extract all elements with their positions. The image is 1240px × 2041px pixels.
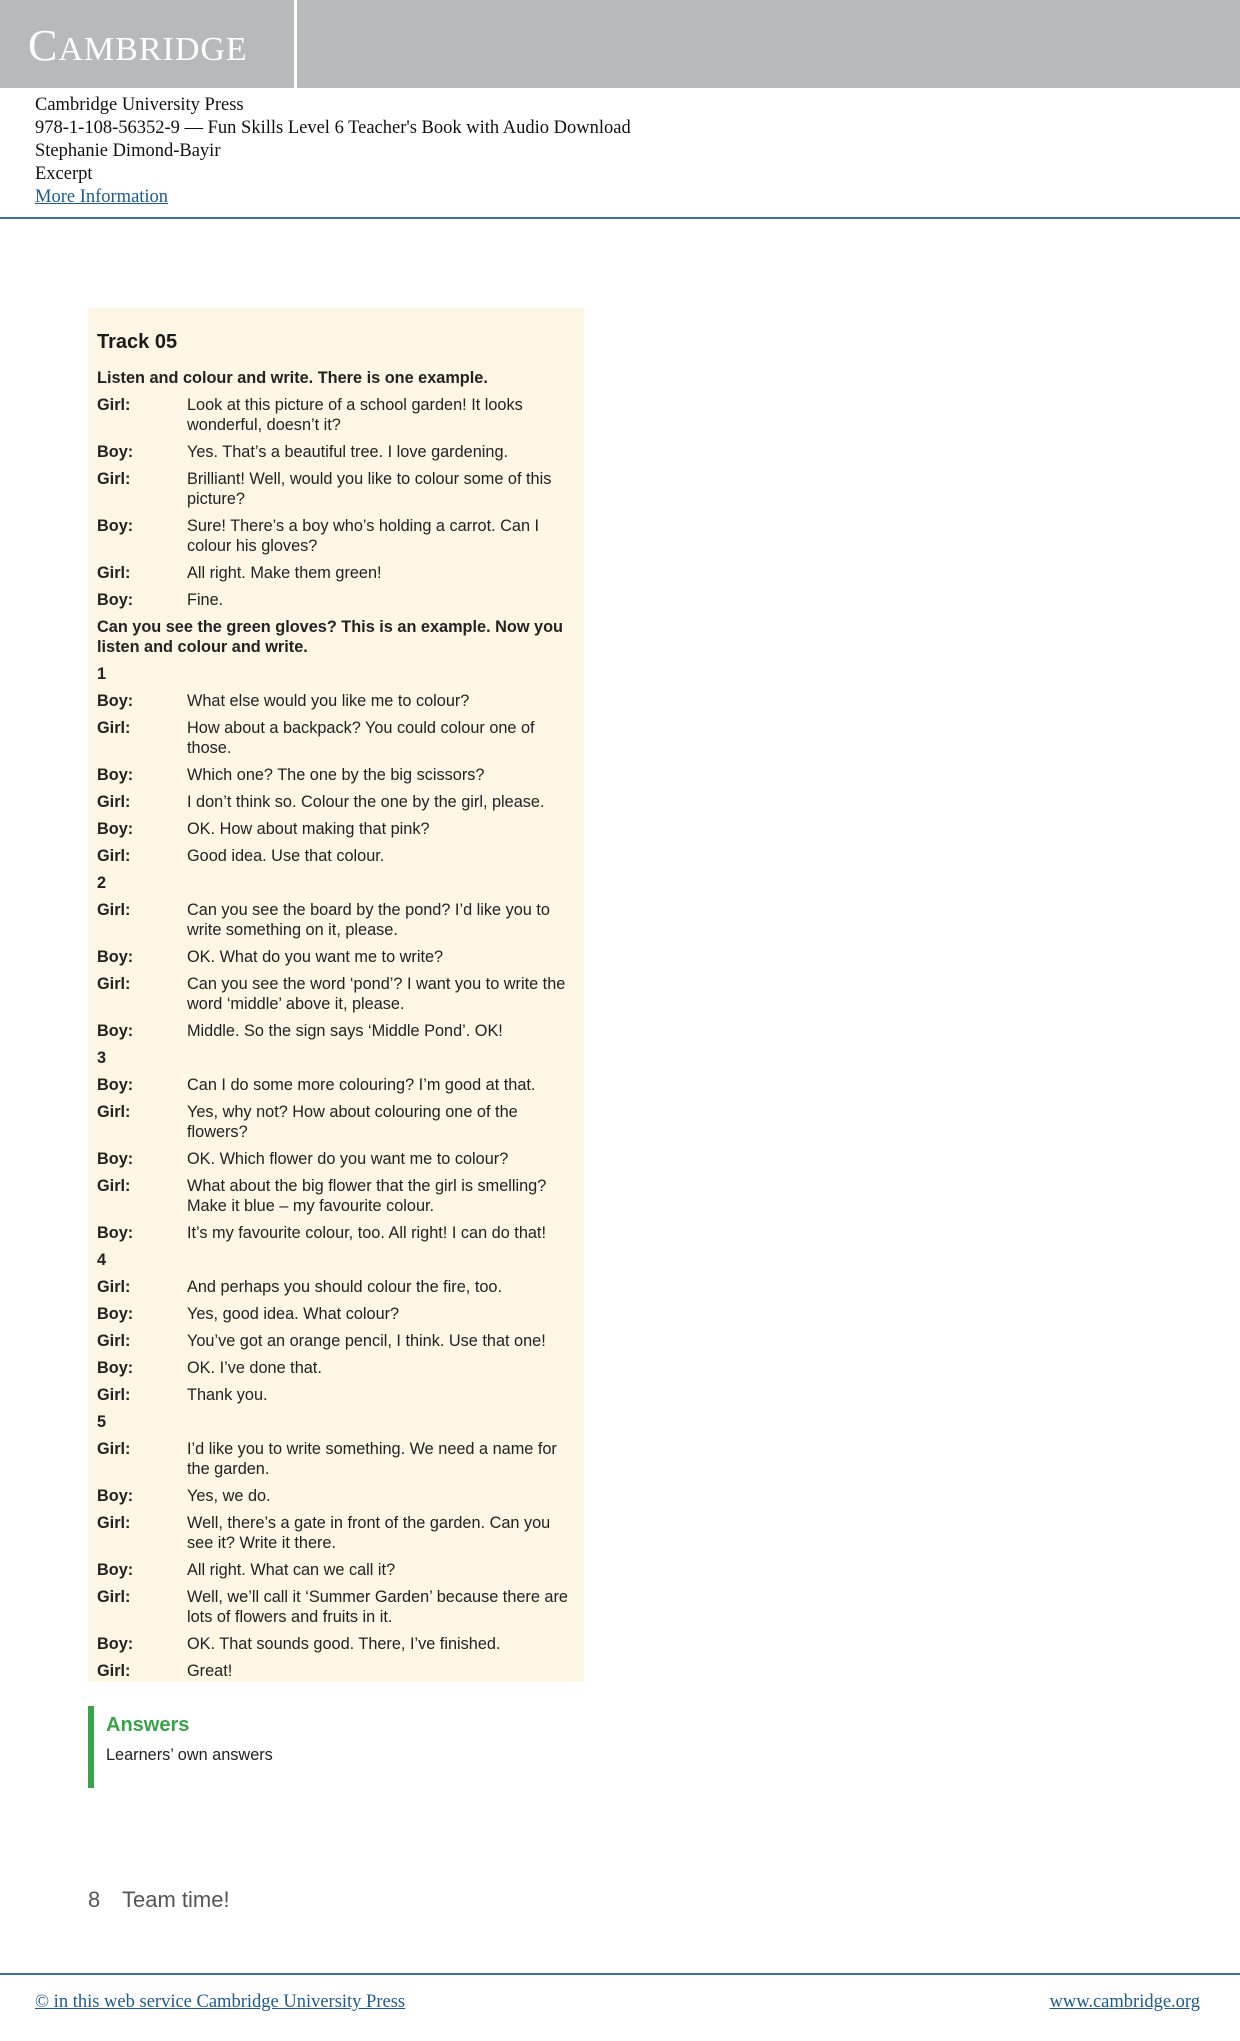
dialogue-text: OK. That sounds good. There, I’ve finished. — [187, 1635, 501, 1653]
dialogue-line — [97, 1331, 575, 1351]
dialogue-line — [97, 1304, 575, 1324]
book-title: 978-1-108-56352-9 — Fun Skills Level 6 Teacher's Book with Audio Download — [35, 118, 631, 138]
dialogue-line — [97, 1513, 575, 1553]
dialogue-line — [97, 947, 575, 967]
dialogue-line — [97, 1102, 575, 1142]
dialogue-line — [97, 395, 575, 435]
question-number: 4 — [97, 1251, 107, 1269]
dialogue-text: Can you see the board by the pond? I’d like you to write something on it, please. — [187, 901, 550, 939]
dialogue-text: I don’t think so. Colour the one by the girl, please. — [187, 793, 545, 811]
dialogue-text: What else would you like me to colour? — [187, 692, 470, 710]
question-number: 5 — [97, 1413, 107, 1431]
speaker-label: Boy: — [97, 1487, 134, 1505]
transcript-instruction-2: Can you see the green gloves? This is an example. Now you listen and colour and write. — [97, 618, 563, 656]
dialogue-line — [97, 469, 575, 509]
dialogue-text: I’d like you to write something. We need a name for the garden. — [187, 1440, 557, 1478]
dialogue-line — [97, 1385, 575, 1405]
speaker-label: Girl: — [97, 470, 131, 488]
dialogue-text: You’ve got an orange pencil, I think. Use that one! — [187, 1332, 546, 1350]
dialogue-text: What about the big flower that the girl is smelling? Make it blue – my favourite colour. — [187, 1177, 547, 1215]
dialogue-text: Middle. So the sign says ‘Middle Pond’. OK! — [187, 1022, 503, 1040]
dialogue-line — [97, 974, 575, 1014]
speaker-label: Boy: — [97, 1359, 134, 1377]
dialogue-line — [97, 1634, 575, 1654]
speaker-label: Girl: — [97, 396, 131, 414]
dialogue-text: Yes, we do. — [187, 1487, 271, 1505]
dialogue-text: Can you see the word ‘pond’? I want you to write the word ‘middle’ above it, please. — [187, 975, 566, 1013]
dialogue-line — [97, 563, 575, 583]
dialogue-line — [97, 846, 575, 866]
dialogue-text: How about a backpack? You could colour one of those. — [187, 719, 535, 757]
dialogue-line — [97, 900, 575, 940]
dialogue-line — [97, 1021, 575, 1041]
dialogue-line — [97, 1587, 575, 1627]
speaker-label: Girl: — [97, 1386, 131, 1404]
dialogue-text: All right. What can we call it? — [187, 1561, 396, 1579]
dialogue-line — [97, 516, 575, 556]
speaker-label: Girl: — [97, 847, 131, 865]
speaker-label: Boy: — [97, 443, 134, 461]
speaker-label: Girl: — [97, 719, 131, 737]
speaker-label: Boy: — [97, 1224, 134, 1242]
author: Stephanie Dimond-Bayir — [35, 141, 221, 161]
question-number: 1 — [97, 665, 107, 683]
dialogue-text: Thank you. — [187, 1386, 268, 1404]
more-information-link[interactable]: More Information — [35, 187, 169, 207]
publisher: Cambridge University Press — [35, 95, 244, 115]
dialogue-text: Can I do some more colouring? I’m good at that. — [187, 1076, 536, 1094]
speaker-label: Girl: — [97, 1440, 131, 1458]
speaker-label: Boy: — [97, 1150, 134, 1168]
answers-title: Answers — [106, 1714, 190, 1736]
numbered-dialogues — [97, 664, 575, 1681]
speaker-label: Girl: — [97, 901, 131, 919]
speaker-label: Boy: — [97, 517, 134, 535]
speaker-label: Boy: — [97, 948, 134, 966]
dialogue-text: And perhaps you should colour the fire, too. — [187, 1278, 502, 1296]
dialogue-text: Look at this picture of a school garden! It looks wonderful, doesn’t it? — [187, 396, 523, 434]
answers-text: Learners’ own answers — [106, 1746, 273, 1764]
speaker-label: Girl: — [97, 1177, 131, 1195]
dialogue-line — [97, 1439, 575, 1479]
dialogue-line — [97, 718, 575, 758]
dialogue-line — [97, 1176, 575, 1216]
answers-box — [88, 1706, 574, 1788]
header-bar — [0, 0, 1240, 88]
excerpt-label: Excerpt — [35, 164, 93, 184]
section-name: Team time! — [121, 1887, 230, 1912]
dialogue-text: Yes, good idea. What colour? — [187, 1305, 400, 1323]
dialogue-text: Brilliant! Well, would you like to colour some of this picture? — [187, 470, 552, 508]
dialogue-line — [97, 765, 575, 785]
speaker-label: Boy: — [97, 1076, 134, 1094]
example-dialogue — [97, 395, 575, 610]
dialogue-line — [97, 792, 575, 812]
speaker-label: Girl: — [97, 1103, 131, 1121]
speaker-label: Boy: — [97, 1305, 134, 1323]
dialogue-line — [97, 1661, 575, 1681]
dialogue-text: OK. How about making that pink? — [187, 820, 430, 838]
dialogue-text: Well, we’ll call it ‘Summer Garden’ because there are lots of flowers and fruits in it. — [187, 1588, 568, 1626]
speaker-label: Girl: — [97, 1514, 131, 1532]
transcript-box — [88, 308, 584, 1682]
book-metadata — [35, 94, 631, 209]
question-number: 3 — [97, 1049, 107, 1067]
dialogue-text: OK. I’ve done that. — [187, 1359, 322, 1377]
speaker-label: Boy: — [97, 820, 134, 838]
dialogue-line — [97, 1560, 575, 1580]
page-footer — [88, 1887, 230, 1913]
dialogue-text: Sure! There’s a boy who’s holding a carrot. Can I colour his gloves? — [187, 517, 540, 555]
dialogue-text: Which one? The one by the big scissors? — [187, 766, 485, 784]
dialogue-text: Fine. — [187, 591, 224, 609]
footer-divider — [0, 1973, 1240, 1975]
dialogue-line — [97, 442, 575, 462]
dialogue-line — [97, 1358, 575, 1378]
dialogue-line — [97, 1075, 575, 1095]
speaker-label: Boy: — [97, 692, 134, 710]
dialogue-line — [97, 1149, 575, 1169]
speaker-label: Girl: — [97, 1662, 131, 1680]
dialogue-text: OK. What do you want me to write? — [187, 948, 444, 966]
dialogue-text: Great! — [187, 1662, 233, 1680]
speaker-label: Boy: — [97, 1635, 134, 1653]
speaker-label: Girl: — [97, 793, 131, 811]
speaker-label: Girl: — [97, 975, 131, 993]
dialogue-line — [97, 590, 575, 610]
speaker-label: Boy: — [97, 1022, 134, 1040]
website-link[interactable]: www.cambridge.org — [1049, 1992, 1200, 2012]
dialogue-text: It’s my favourite colour, too. All right! I can do that! — [187, 1224, 546, 1242]
speaker-label: Girl: — [97, 564, 131, 582]
speaker-label: Girl: — [97, 1588, 131, 1606]
dialogue-line — [97, 1277, 575, 1297]
transcript-instruction: Listen and colour and write. There is one example. — [97, 369, 488, 387]
cambridge-logo[interactable]: CAMBRIDGE — [28, 21, 248, 70]
dialogue-text: All right. Make them green! — [187, 564, 382, 582]
dialogue-text: OK. Which flower do you want me to colour? — [187, 1150, 509, 1168]
speaker-label: Boy: — [97, 766, 134, 784]
dialogue-line — [97, 819, 575, 839]
dialogue-text: Yes. That’s a beautiful tree. I love gardening. — [187, 443, 509, 461]
speaker-label: Boy: — [97, 591, 134, 609]
question-number: 2 — [97, 874, 107, 892]
dialogue-line — [97, 1486, 575, 1506]
transcript-title: Track 05 — [97, 331, 178, 353]
dialogue-line — [97, 1223, 575, 1243]
speaker-label: Girl: — [97, 1332, 131, 1350]
speaker-label: Boy: — [97, 1561, 134, 1579]
copyright-link[interactable]: © in this web service Cambridge University Press — [35, 1992, 406, 2012]
dialogue-text: Well, there’s a gate in front of the garden. Can you see it? Write it there. — [187, 1514, 551, 1552]
dialogue-line — [97, 691, 575, 711]
page-number: 8 — [88, 1887, 101, 1912]
dialogue-text: Good idea. Use that colour. — [187, 847, 385, 865]
header-divider — [0, 217, 1240, 219]
speaker-label: Girl: — [97, 1278, 131, 1296]
dialogue-text: Yes, why not? How about colouring one of the flowers? — [187, 1103, 518, 1141]
logo-box — [0, 0, 297, 88]
